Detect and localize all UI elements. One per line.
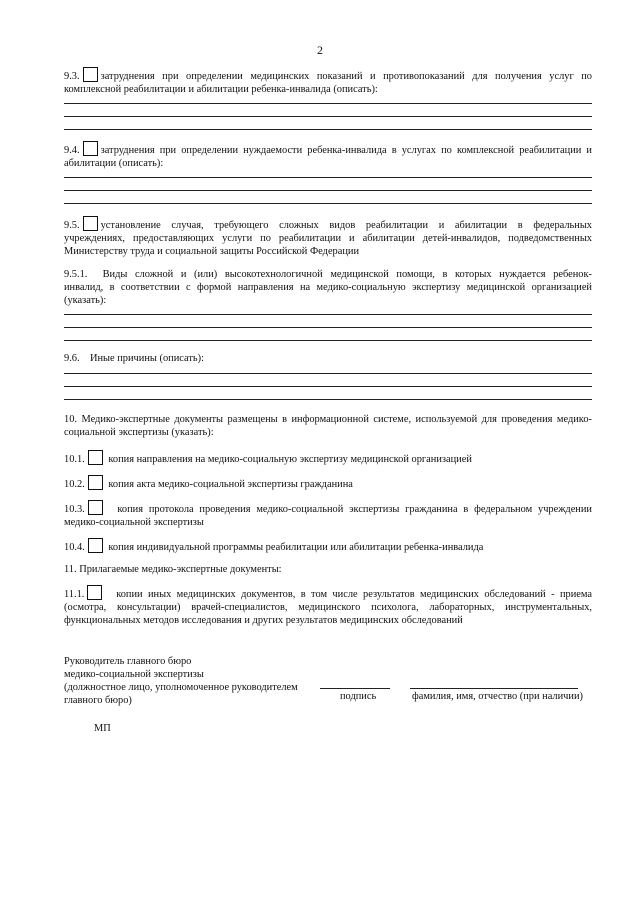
stamp-placeholder: МП <box>94 723 111 734</box>
signer-title-line3: (должностное лицо, уполномоченное руководителем <box>64 682 298 693</box>
section-9-5-line2: учреждениях, предоставляющих услуги по реабилитации и абилитации детей-инвалидов, подведомственных <box>64 233 592 244</box>
checkbox-9-5[interactable] <box>83 216 98 231</box>
full-name-line[interactable] <box>410 688 578 689</box>
fill-line-9-6-c[interactable] <box>64 399 592 400</box>
fill-line-9-4-c[interactable] <box>64 203 592 204</box>
checkbox-10-3[interactable] <box>88 500 103 515</box>
checkbox-10-1[interactable] <box>88 450 103 465</box>
item-10-3-text-cont: медико-социальной экспертизы <box>64 517 204 528</box>
section-10-line2: социальной экспертизы (указать): <box>64 427 214 438</box>
section-9-5-line3: Министерству труда и социальной защиты Российской Федерации <box>64 246 360 257</box>
fill-line-9-5-1-c[interactable] <box>64 340 592 341</box>
signer-title <box>64 655 298 707</box>
checkbox-10-2[interactable] <box>88 475 103 490</box>
section-9-5-1-line3: (указать): <box>64 295 107 306</box>
item-10-4-text: копия индивидуальной программы реабилитации или абилитации ребенка-инвалида <box>108 542 484 553</box>
fill-line-9-3-c[interactable] <box>64 129 592 130</box>
full-name-caption: фамилия, имя, отчество (при наличии) <box>412 691 583 702</box>
section-9-5-1 <box>64 268 592 307</box>
section-9-4-number: 9.4. <box>64 145 80 156</box>
item-11-1 <box>64 585 592 627</box>
section-9-4 <box>64 141 592 170</box>
section-9-4-text: затруднения при определении нуждаемости ребенка-инвалида в услугах по комплексной реабилитации и <box>100 145 592 156</box>
section-9-5-text: установление случая, требующего сложных видов реабилитации и абилитации в федеральных <box>100 220 592 231</box>
section-9-3-text: затруднения при определении медицинских показаний и противопоказаний для получения услуг по <box>100 71 592 82</box>
item-10-3 <box>64 500 592 529</box>
fill-line-9-5-1-b[interactable] <box>64 327 592 328</box>
section-9-5-1-text: Виды сложной и (или) высокотехнологичной медицинской помощи, в которых нуждается ребенок- <box>102 269 592 280</box>
section-11-title: 11. Прилагаемые медико-экспертные документы: <box>64 564 282 575</box>
fill-line-9-4-b[interactable] <box>64 190 592 191</box>
signature-line[interactable] <box>320 688 390 689</box>
item-10-2-number: 10.2. <box>64 479 85 490</box>
checkbox-9-3[interactable] <box>83 67 98 82</box>
fill-line-9-6-b[interactable] <box>64 386 592 387</box>
item-10-3-text: копия протокола проведения медико-социальной экспертизы гражданина в федеральном учреждении <box>117 504 592 515</box>
item-10-2-text: копия акта медико-социальной экспертизы гражданина <box>108 479 353 490</box>
item-10-4 <box>64 538 592 554</box>
section-10-line1: 10. Медико-экспертные документы размещены в информационной системе, используемой для проведения медико- <box>64 414 592 425</box>
section-9-5-number: 9.5. <box>64 220 80 231</box>
section-9-5-1-number: 9.5.1. <box>64 269 88 280</box>
section-9-3-text-cont: комплексной реабилитации и абилитации ребенка-инвалида (описать): <box>64 84 378 95</box>
item-11-1-line2: (осмотра, консультации) врачей-специалистов, медицинского психолога, лабораторных, инструментальных, <box>64 602 592 613</box>
item-10-2 <box>64 475 592 491</box>
item-10-1-number: 10.1. <box>64 454 85 465</box>
section-9-4-text-cont: абилитации (описать): <box>64 158 164 169</box>
item-10-1-text: копия направления на медико-социальную экспертизу медицинской организацией <box>108 454 472 465</box>
section-9-6-number: 9.6. <box>64 353 80 364</box>
fill-line-9-5-1-a[interactable] <box>64 314 592 315</box>
section-9-6 <box>64 352 592 365</box>
signature-caption: подпись <box>340 691 377 702</box>
signer-title-line2: медико-социальной экспертизы <box>64 669 204 680</box>
item-11-1-line3: функциональных методов исследования и других результатов медицинских обследований <box>64 615 463 626</box>
signer-title-line4: главного бюро) <box>64 695 132 706</box>
page-number: 2 <box>317 43 323 57</box>
signer-title-line1: Руководитель главного бюро <box>64 656 192 667</box>
fill-line-9-3-b[interactable] <box>64 116 592 117</box>
section-9-3 <box>64 67 592 96</box>
fill-line-9-4-a[interactable] <box>64 177 592 178</box>
item-10-1 <box>64 450 592 466</box>
section-9-3-number: 9.3. <box>64 71 80 82</box>
checkbox-10-4[interactable] <box>88 538 103 553</box>
item-11-1-number: 11.1. <box>64 589 85 600</box>
item-10-4-number: 10.4. <box>64 542 85 553</box>
item-10-3-number: 10.3. <box>64 504 85 515</box>
fill-line-9-3-a[interactable] <box>64 103 592 104</box>
section-9-6-text: Иные причины (описать): <box>89 353 204 364</box>
checkbox-9-4[interactable] <box>83 141 98 156</box>
section-9-5-1-line2: инвалид, в соответствии с формой направления на медико-социальную экспертизу медицинской организацией <box>64 282 592 293</box>
fill-line-9-6-a[interactable] <box>64 373 592 374</box>
section-9-5 <box>64 216 592 258</box>
checkbox-11-1[interactable] <box>87 585 102 600</box>
section-10 <box>64 413 592 439</box>
item-11-1-text: копии иных медицинских документов, в том числе результатов медицинских обследований - приема <box>116 589 592 600</box>
